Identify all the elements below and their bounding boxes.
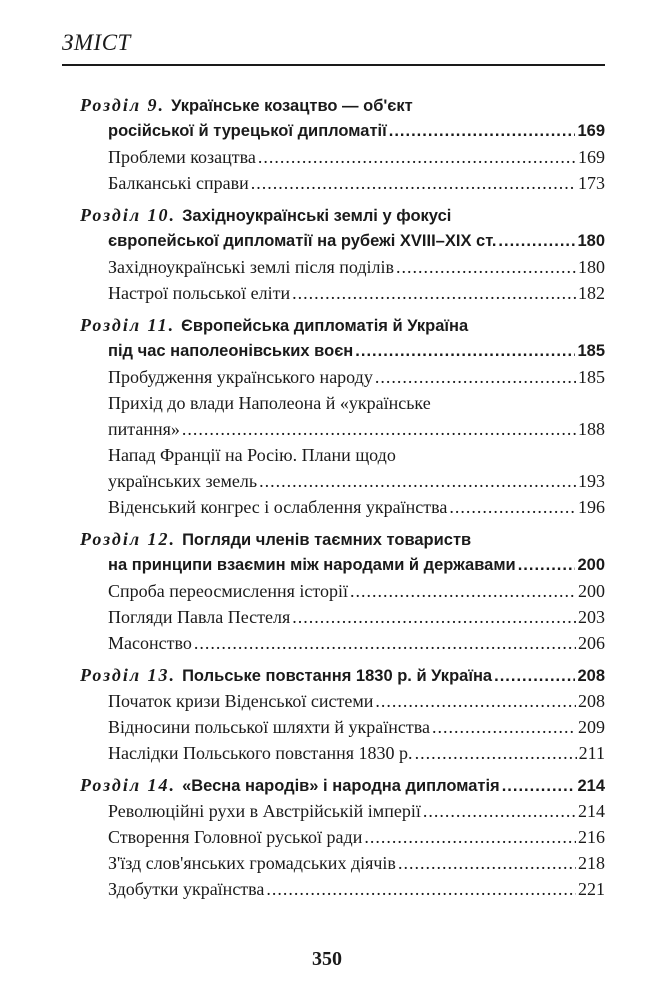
section-entry[interactable]: [80, 390, 605, 416]
section-title-text: Відносини польської шляхти й українства: [108, 717, 431, 737]
dot-leader: [398, 850, 576, 876]
section-entry[interactable]: [80, 688, 605, 714]
section-entry[interactable]: [80, 144, 605, 170]
chapter-title-text: Українське козацтво — об'єкт: [171, 97, 413, 115]
section-entry[interactable]: [80, 364, 605, 390]
chapter-page-number: 180: [577, 232, 605, 250]
chapter-entry[interactable]: [80, 202, 605, 306]
chapter-title-line: [80, 772, 605, 798]
chapter-label: Розділ 12.: [80, 529, 177, 549]
chapter-page-number: 169: [577, 122, 605, 140]
dot-leader: [375, 688, 576, 714]
section-title-text: Революційні рухи в Австрійській імперії: [108, 801, 421, 821]
dot-leader: [364, 824, 576, 850]
chapter-label: Розділ 11.: [80, 315, 176, 335]
chapter-title-text: Погляди членів таємних товариств: [182, 531, 472, 549]
section-entry[interactable]: [80, 850, 605, 876]
section-page-number: 221: [578, 879, 605, 899]
chapter-page-number: 200: [577, 556, 605, 574]
chapter-title-text: «Весна народів» і народна дипломатія: [182, 777, 500, 795]
section-page-number: 173: [578, 173, 605, 193]
page-header-title: ЗМІСТ: [62, 30, 131, 55]
dot-leader: [292, 604, 576, 630]
chapter-title-line: [80, 228, 605, 254]
dot-leader: [375, 364, 576, 390]
section-page-number: 200: [578, 581, 605, 601]
section-page-number: 188: [578, 419, 605, 439]
section-entry[interactable]: [80, 416, 605, 442]
section-title-text: Здобутки українства: [108, 879, 265, 899]
chapter-title-text: під час наполеонівських воєн: [108, 342, 354, 360]
section-page-number: 169: [578, 147, 605, 167]
chapter-label: Розділ 14.: [80, 775, 177, 795]
dot-leader: [502, 773, 576, 798]
section-entry[interactable]: [80, 254, 605, 280]
chapter-title-line: [80, 338, 605, 364]
section-page-number: 196: [578, 497, 605, 517]
section-entry[interactable]: [80, 798, 605, 824]
chapter-label: Розділ 10.: [80, 205, 177, 225]
section-page-number: 185: [578, 367, 605, 387]
chapter-title-text: на принципи взаємин між народами й державами: [108, 556, 516, 574]
section-title-text: питання»: [108, 419, 180, 439]
section-entry[interactable]: [80, 714, 605, 740]
section-title-text: З'їзд слов'янських громадських діячів: [108, 853, 396, 873]
chapter-title-text: Європейська дипломатія й Україна: [181, 317, 469, 335]
section-entry[interactable]: [80, 604, 605, 630]
section-title-text: Спроба переосмислення історії: [108, 581, 348, 601]
chapter-title-text: європейської дипломатії на рубежі XVIII–XIX ст.: [108, 232, 497, 250]
section-page-number: 216: [578, 827, 605, 847]
section-title-text: Прихід до влади Наполеона й «українське: [108, 393, 431, 413]
chapter-page-number: 214: [577, 777, 605, 795]
section-entry[interactable]: [80, 824, 605, 850]
section-title-text: Початок кризи Віденської системи: [108, 691, 374, 711]
section-title-text: Західноукраїнські землі після поділів: [108, 257, 395, 277]
dot-leader: [389, 118, 576, 144]
section-page-number: 209: [578, 717, 605, 737]
dot-leader: [432, 714, 576, 740]
header-divider: [62, 64, 605, 66]
section-title-text: Створення Головної руської ради: [108, 827, 363, 847]
chapter-title-text: російської й турецької дипломатії: [108, 122, 387, 140]
dot-leader: [498, 228, 575, 254]
section-entry[interactable]: [80, 170, 605, 196]
page-number: 350: [312, 948, 342, 970]
dot-leader: [258, 144, 576, 170]
dot-leader: [266, 876, 576, 902]
dot-leader: [423, 798, 576, 824]
dot-leader: [449, 494, 576, 520]
chapter-entry[interactable]: [80, 772, 605, 902]
chapter-title-text: Західноукраїнські землі у фокусі: [182, 207, 452, 225]
section-entry[interactable]: [80, 740, 605, 766]
chapter-title-line: [80, 662, 605, 688]
dot-leader: [292, 280, 576, 306]
dot-leader: [355, 338, 575, 364]
chapter-title-line: [80, 92, 605, 118]
section-entry[interactable]: [80, 578, 605, 604]
section-entry[interactable]: [80, 876, 605, 902]
section-page-number: 208: [578, 691, 605, 711]
chapter-entry[interactable]: [80, 526, 605, 656]
section-title-text: Віденський конгрес і ослаблення українства: [108, 497, 448, 517]
section-page-number: 218: [578, 853, 605, 873]
chapter-entry[interactable]: [80, 92, 605, 196]
chapter-page-number: 208: [577, 667, 605, 685]
chapter-title-line: [80, 202, 605, 228]
chapter-title-line: [80, 526, 605, 552]
dot-leader: [415, 740, 577, 766]
dot-leader: [494, 663, 575, 688]
chapter-page-number: 185: [577, 342, 605, 360]
section-entry[interactable]: [80, 468, 605, 494]
chapter-entry[interactable]: [80, 312, 605, 520]
section-title-text: Балканські справи: [108, 173, 249, 193]
chapter-title-line: [80, 552, 605, 578]
section-title-text: Настрої польської еліти: [108, 283, 291, 303]
dot-leader: [350, 578, 576, 604]
section-page-number: 203: [578, 607, 605, 627]
section-page-number: 214: [578, 801, 605, 821]
dot-leader: [396, 254, 576, 280]
section-title-text: Наслідки Польського повстання 1830 р.: [108, 743, 413, 763]
section-entry[interactable]: [80, 280, 605, 306]
chapter-title-text: Польське повстання 1830 р. й Україна: [182, 667, 493, 685]
dot-leader: [182, 416, 576, 442]
section-page-number: 193: [578, 471, 605, 491]
section-title-text: Напад Франції на Росію. Плани щодо: [108, 445, 396, 465]
section-entry[interactable]: [80, 442, 605, 468]
section-page-number: 180: [578, 257, 605, 277]
chapter-title-line: [80, 118, 605, 144]
section-title-text: українських земель: [108, 471, 258, 491]
chapter-label: Розділ 9.: [80, 95, 166, 115]
dot-leader: [251, 170, 576, 196]
section-page-number: 182: [578, 283, 605, 303]
section-entry[interactable]: [80, 494, 605, 520]
section-page-number: 206: [578, 633, 605, 653]
table-of-contents: [80, 92, 605, 902]
chapter-entry[interactable]: [80, 662, 605, 766]
section-page-number: 211: [578, 743, 605, 763]
dot-leader: [194, 630, 576, 656]
section-title-text: Погляди Павла Пестеля: [108, 607, 291, 627]
chapter-label: Розділ 13.: [80, 665, 177, 685]
section-title-text: Проблеми козацтва: [108, 147, 256, 167]
section-title-text: Пробудження українського народу: [108, 367, 373, 387]
chapter-title-line: [80, 312, 605, 338]
section-entry[interactable]: [80, 630, 605, 656]
dot-leader: [518, 552, 576, 578]
dot-leader: [259, 468, 576, 494]
section-title-text: Масонство: [108, 633, 192, 653]
